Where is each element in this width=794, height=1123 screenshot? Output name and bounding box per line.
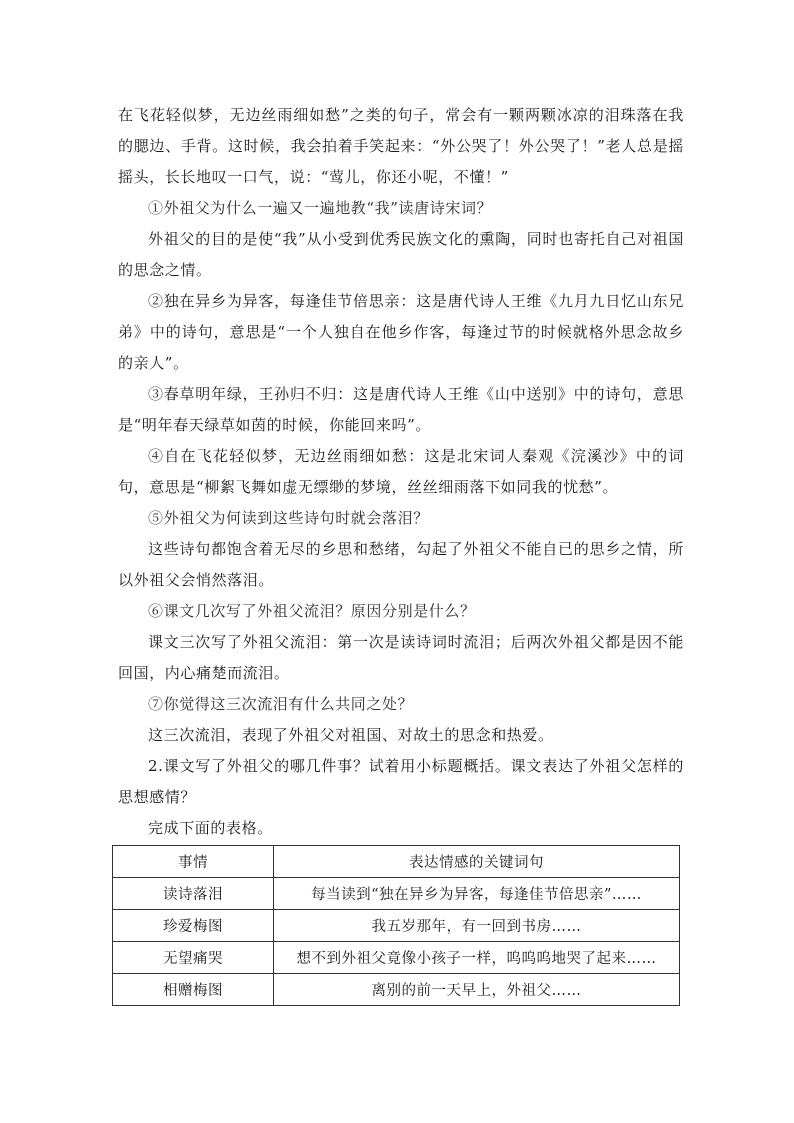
table-row — [113, 974, 680, 1006]
answer-1: 外祖父的目的是使“我”从小受到优秀民族文化的熏陶，同时也寄托自己对祖国的思念之情。 — [118, 230, 684, 279]
header-event: 事情 — [113, 846, 274, 878]
answer-4: ④自在飞花轻似梦，无边丝雨细如愁：这是北宋词人秦观《浣溪沙》中的词句，意思是“柳絮飞舞如虚无缥缈的梦境，丝丝细雨落下如同我的忧愁”。 — [118, 447, 684, 496]
phrase-cell: 想不到外祖父竟像小孩子一样，呜呜呜地哭了起来…… — [274, 942, 680, 974]
table-row — [113, 910, 680, 942]
phrase-cell: 每当读到“独在异乡为异客，每逢佳节倍思亲”…… — [274, 878, 680, 910]
question-7: ⑦你觉得这三次流泪有什么共同之处？ — [148, 695, 414, 713]
document-body — [118, 100, 684, 844]
phrase-cell: 离别的前一天早上，外祖父…… — [274, 974, 680, 1006]
phrase-cell: 我五岁那年，有一回到书房…… — [274, 910, 680, 942]
table-row — [113, 942, 680, 974]
header-key-phrases: 表达情感的关键词句 — [274, 846, 680, 878]
event-cell: 无望痛哭 — [113, 942, 274, 974]
answer-2: ②独在异乡为异客，每逢佳节倍思亲：这是唐代诗人王维《九月九日忆山东兄弟》中的诗句，意思是“一个人独自在他乡作客，每逢过节的时候就格外思念故乡的亲人”。 — [118, 292, 684, 372]
question-6: ⑥课文几次写了外祖父流泪？原因分别是什么？ — [148, 602, 476, 620]
question-2-heading: 2.课文写了外祖父的哪几件事？试着用小标题概括。课文表达了外祖父怎样的思想感情？ — [118, 757, 684, 806]
table-row — [113, 878, 680, 910]
answer-5: 这些诗句都饱含着无尽的乡思和愁绪，勾起了外祖父不能自已的思乡之情，所以外祖父会悄然落泪。 — [118, 540, 684, 589]
table-header-row — [113, 846, 680, 878]
answer-3: ③春草明年绿，王孙归不归：这是唐代诗人王维《山中送别》中的诗句，意思是“明年春天绿草如茵的时候，你能回来吗”。 — [118, 385, 684, 434]
event-cell: 读诗落泪 — [113, 878, 274, 910]
story-excerpt-paragraph: 在飞花轻似梦，无边丝雨细如愁”之类的句子，常会有一颗两颗冰凉的泪珠落在我的腮边、手背。这时候，我会拍着手笑起来：“外公哭了！外公哭了！”老人总是摇摇头，长长地叹一口气，说：“莺儿，你还小呢，不懂！” — [118, 106, 684, 186]
event-cell: 相赠梅图 — [113, 974, 274, 1006]
table-instruction: 完成下面的表格。 — [148, 819, 273, 837]
question-5: ⑤外祖父为何读到这些诗句时就会落泪？ — [148, 509, 429, 527]
events-emotion-table — [112, 845, 680, 1006]
question-1: ①外祖父为什么一遍又一遍地教“我”读唐诗宋词？ — [148, 199, 493, 217]
answer-7: 这三次流泪，表现了外祖父对祖国、对故土的思念和热爱。 — [148, 726, 554, 744]
event-cell: 珍爱梅图 — [113, 910, 274, 942]
answer-6: 课文三次写了外祖父流泪：第一次是读诗词时流泪；后两次外祖父都是因不能回国，内心痛楚而流泪。 — [118, 633, 684, 682]
